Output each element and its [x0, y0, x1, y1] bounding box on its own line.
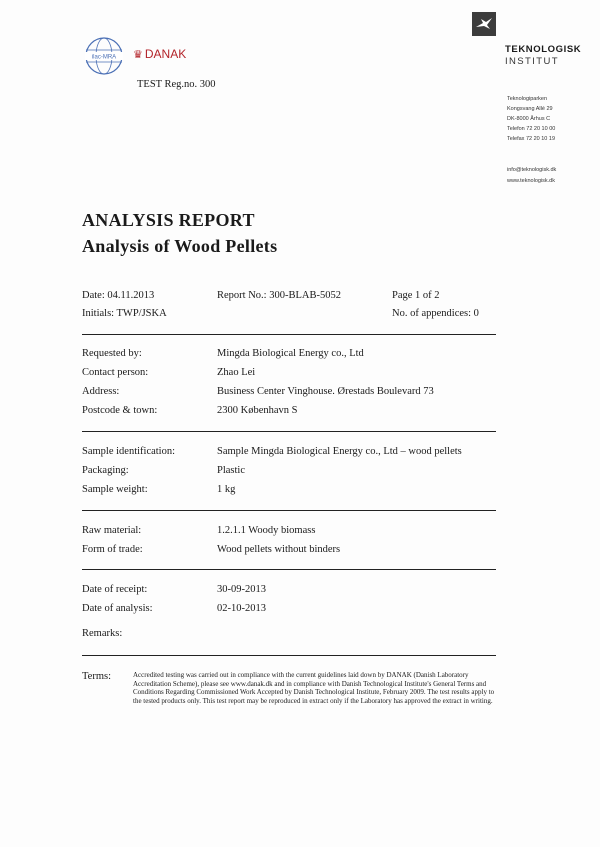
- analysis-date-label: Date of analysis:: [82, 603, 153, 614]
- address-line: Telefon 72 20 10 00: [507, 126, 556, 132]
- email-text: info@teknologisk.dk: [507, 167, 557, 173]
- sample-weight-label: Sample weight:: [82, 484, 148, 495]
- report-initials: Initials: TWP/JSKA: [82, 308, 167, 319]
- terms-label: Terms:: [82, 671, 112, 682]
- contact-label: Contact person:: [82, 367, 149, 378]
- raw-material-label: Raw material:: [82, 525, 142, 536]
- website-text: www.teknologisk.dk: [507, 178, 555, 184]
- sample-identification-value: Sample Mingda Biological Energy co., Ltd – wood pellets: [217, 446, 462, 457]
- report-title: ANALYSIS REPORT: [82, 210, 255, 230]
- receipt-date-value: 30-09-2013: [217, 584, 266, 595]
- form-of-trade-value: Wood pellets without binders: [217, 544, 341, 555]
- remarks-label: Remarks:: [82, 628, 123, 639]
- divider: [82, 334, 496, 335]
- requested-by-value: Mingda Biological Energy co., Ltd: [217, 348, 364, 359]
- appendices-count: No. of appendices: 0: [392, 308, 479, 319]
- institute-name: TEKNOLOGISK: [505, 44, 582, 55]
- address-line: Kongsvang Allé 29: [507, 106, 553, 112]
- institute-subtitle: INSTITUT: [505, 56, 559, 67]
- packaging-label: Packaging:: [82, 465, 129, 476]
- danak-label: DANAK: [144, 47, 187, 61]
- receipt-date-label: Date of receipt:: [82, 584, 148, 595]
- address-line: Telefax 72 20 10 19: [507, 136, 556, 142]
- test-registration: TEST Reg.no. 300: [137, 79, 216, 90]
- institute-address: [507, 94, 555, 144]
- raw-material-value: 1.2.1.1 Woody biomass: [217, 525, 316, 536]
- postcode-value: 2300 København S: [217, 405, 298, 416]
- terms-text: Accredited testing was carried out in compliance with the current guidelines laid down by DANAK (Danish Laboratory Accreditation Scheme), please see www.danak.dk and in compliance with Danish Technological Institute's General Terms and Conditions Regarding Commissioned Work Accepted by Danish Technological Institute, February 2009. The test results apply to the tested products only. This test report may be reproduced in extract only if the Laboratory has approved the extract in writing.: [133, 671, 495, 705]
- accreditation-logos: [83, 36, 223, 76]
- report-subtitle: Analysis of Wood Pellets: [82, 236, 278, 256]
- divider: [82, 655, 496, 656]
- ilac-mra-text: ilac-MRA: [91, 54, 117, 61]
- ilac-mra-logo: [83, 36, 125, 76]
- address-line: Teknologiparken: [507, 96, 548, 102]
- institute-contact: [507, 165, 556, 187]
- contact-value: Zhao Lei: [217, 367, 256, 378]
- sample-weight-value: 1 kg: [217, 484, 236, 495]
- analysis-date-value: 02-10-2013: [217, 603, 266, 614]
- sample-identification-label: Sample identification:: [82, 446, 176, 457]
- divider: [82, 510, 496, 511]
- packaging-value: Plastic: [217, 465, 245, 476]
- report-date: Date: 04.11.2013: [82, 290, 155, 301]
- address-line: DK-8000 Århus C: [507, 116, 551, 122]
- divider: [82, 431, 496, 432]
- report-number: Report No.: 300-BLAB-5052: [217, 290, 341, 301]
- page-number: Page 1 of 2: [392, 290, 440, 301]
- divider: [82, 569, 496, 570]
- teknologisk-bird-icon: [472, 12, 496, 36]
- postcode-label: Postcode & town:: [82, 405, 158, 416]
- danak-logo: [133, 47, 186, 61]
- address-label: Address:: [82, 386, 120, 397]
- address-value: Business Center Vinghouse. Ørestads Boulevard 73: [217, 386, 434, 397]
- crown-icon: ♛: [133, 49, 143, 61]
- requested-by-label: Requested by:: [82, 348, 142, 359]
- form-of-trade-label: Form of trade:: [82, 544, 143, 555]
